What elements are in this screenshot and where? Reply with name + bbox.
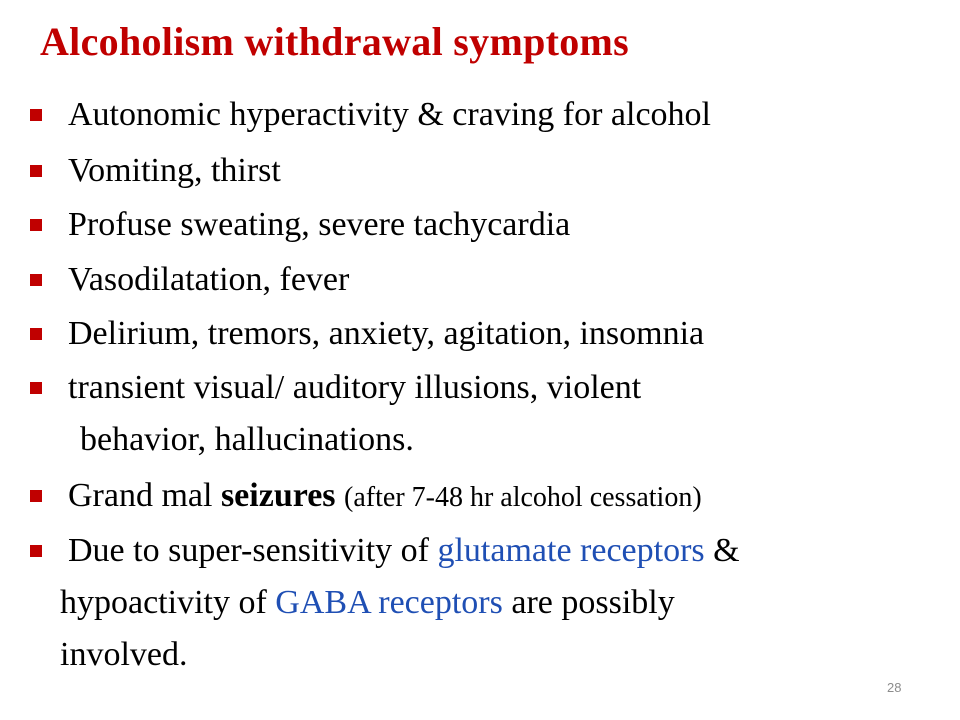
bullet-text-plain: are possibly	[502, 584, 675, 621]
bullet-text-plain: Due to super-sensitivity of	[68, 532, 438, 569]
bullet-text	[68, 531, 740, 571]
page-number: 28	[887, 680, 902, 695]
bullet-text-plain: Grand mal	[68, 477, 221, 514]
bullet-text-bold: seizures	[220, 477, 336, 514]
slide-title: Alcoholism withdrawal symptoms	[40, 19, 630, 64]
bullet-continuation: involved.	[60, 636, 188, 673]
highlight-glutamate: glutamate receptors	[437, 532, 705, 569]
bullet-text	[68, 476, 702, 518]
square-bullet-icon	[30, 490, 42, 502]
bullet-text: Delirium, tremors, anxiety, agitation, insomnia	[68, 315, 705, 352]
bullet-text: Vasodilatation, fever	[68, 261, 350, 298]
bullet-text: Profuse sweating, severe tachycardia	[68, 206, 571, 243]
square-bullet-icon	[30, 109, 42, 121]
bullet-text-small: (after 7-48 hr alcohol cessation)	[344, 482, 702, 513]
bullet-text: Autonomic hyperactivity & craving for alcohol	[68, 96, 711, 133]
square-bullet-icon	[30, 382, 42, 394]
square-bullet-icon	[30, 545, 42, 557]
square-bullet-icon	[30, 328, 42, 340]
square-bullet-icon	[30, 274, 42, 286]
square-bullet-icon	[30, 165, 42, 177]
bullet-text: Vomiting, thirst	[68, 152, 281, 189]
highlight-gaba: GABA receptors	[275, 584, 503, 621]
bullet-text-plain: &	[704, 532, 740, 569]
square-bullet-icon	[30, 219, 42, 231]
bullet-text: transient visual/ auditory illusions, violent	[68, 369, 642, 406]
bullet-continuation	[60, 583, 675, 623]
bullet-continuation: behavior, hallucinations.	[80, 421, 414, 458]
bullet-text-plain: hypoactivity of	[60, 584, 276, 621]
